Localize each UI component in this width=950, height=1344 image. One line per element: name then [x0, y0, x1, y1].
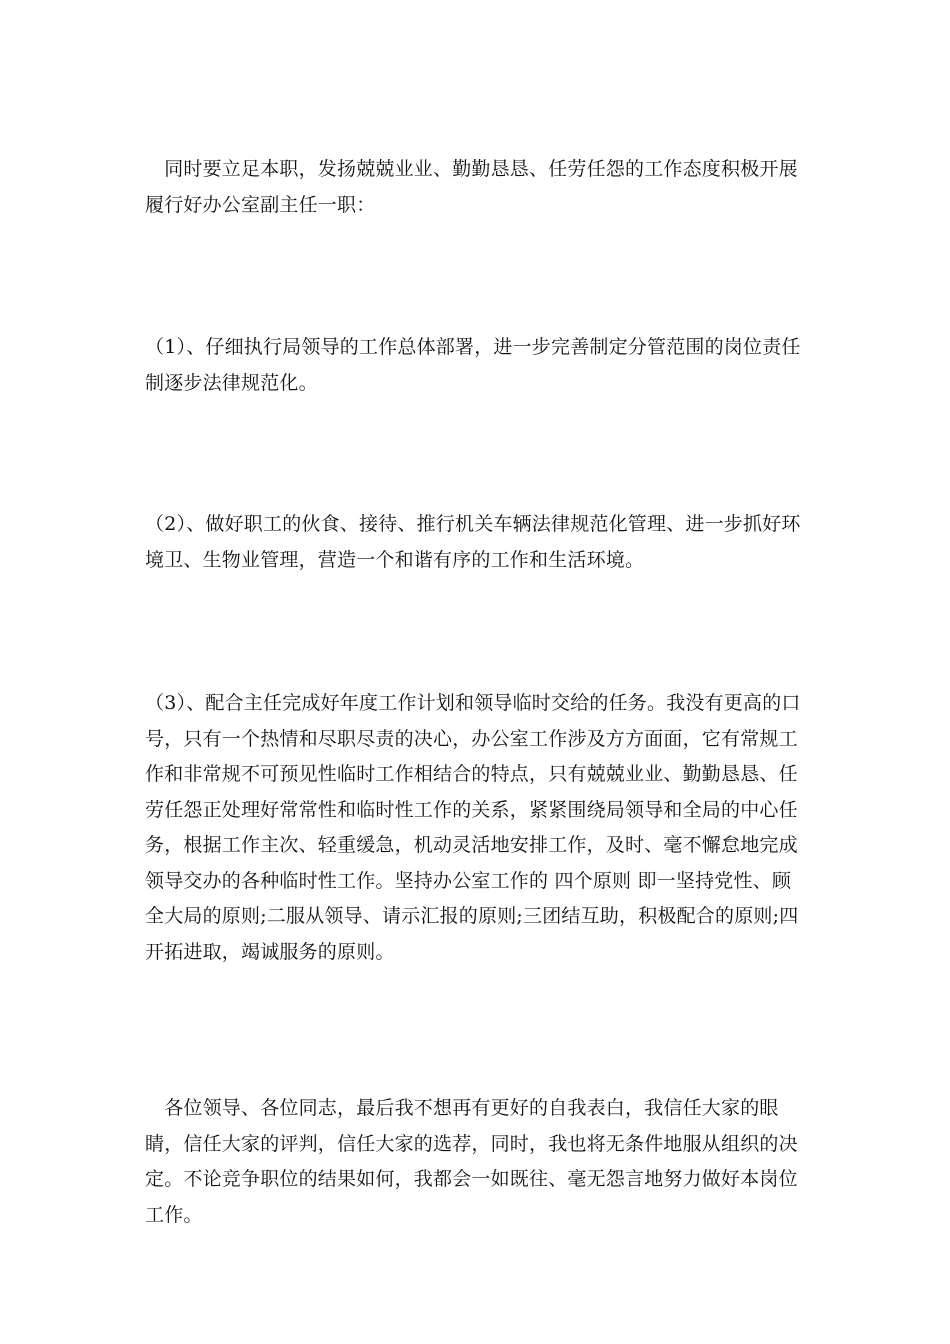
paragraph-item-2: （2）、做好职工的伙食、接待、推行机关车辆法律规范化管理、进一步抓好环境卫、生物业管理，营造一个和谐有序的工作和生活环境。 — [145, 513, 801, 571]
paragraph-intro: 同时要立足本职，发扬兢兢业业、勤勤恳恳、任劳任怨的工作态度积极开展履行好办公室副主任一职： — [145, 158, 798, 216]
paragraph-closing: 各位领导、各位同志，最后我不想再有更好的自我表白，我信任大家的眼睛，信任大家的评判，信任大家的选荐，同时，我也将无条件地服从组织的决定。不论竞争职位的结果如何，我都会一如既往、毫无怨言地努力做好本岗位工作。 — [145, 1097, 798, 1226]
paragraph-item-1: （1）、仔细执行局领导的工作总体部署，进一步完善制定分管范围的岗位责任制逐步法律规范化。 — [145, 336, 801, 394]
paragraph-item-3: （3）、配合主任完成好年度工作计划和领导临时交给的任务。我没有更高的口号，只有一个热情和尽职尽责的决心，办公室工作涉及方方面面，它有常规工作和非常规不可预见性临时工作相结合的特点，只有兢兢业业、勤勤恳恳、任劳任怨正处理好常常性和临时性工作的关系，紧紧围绕局领导和全局的中心任务，根据工作主次、轻重缓急，机动灵活地安排工作，及时、毫不懈怠地完成领导交办的各种临时性工作。坚持办公室工作的 四个原则 即一坚持党性、顾全大局的原则;二服从领导、请示汇报的原则;三团结互助，积极配合的原则;四开拓进取，竭诚服务的原则。 — [145, 692, 801, 963]
